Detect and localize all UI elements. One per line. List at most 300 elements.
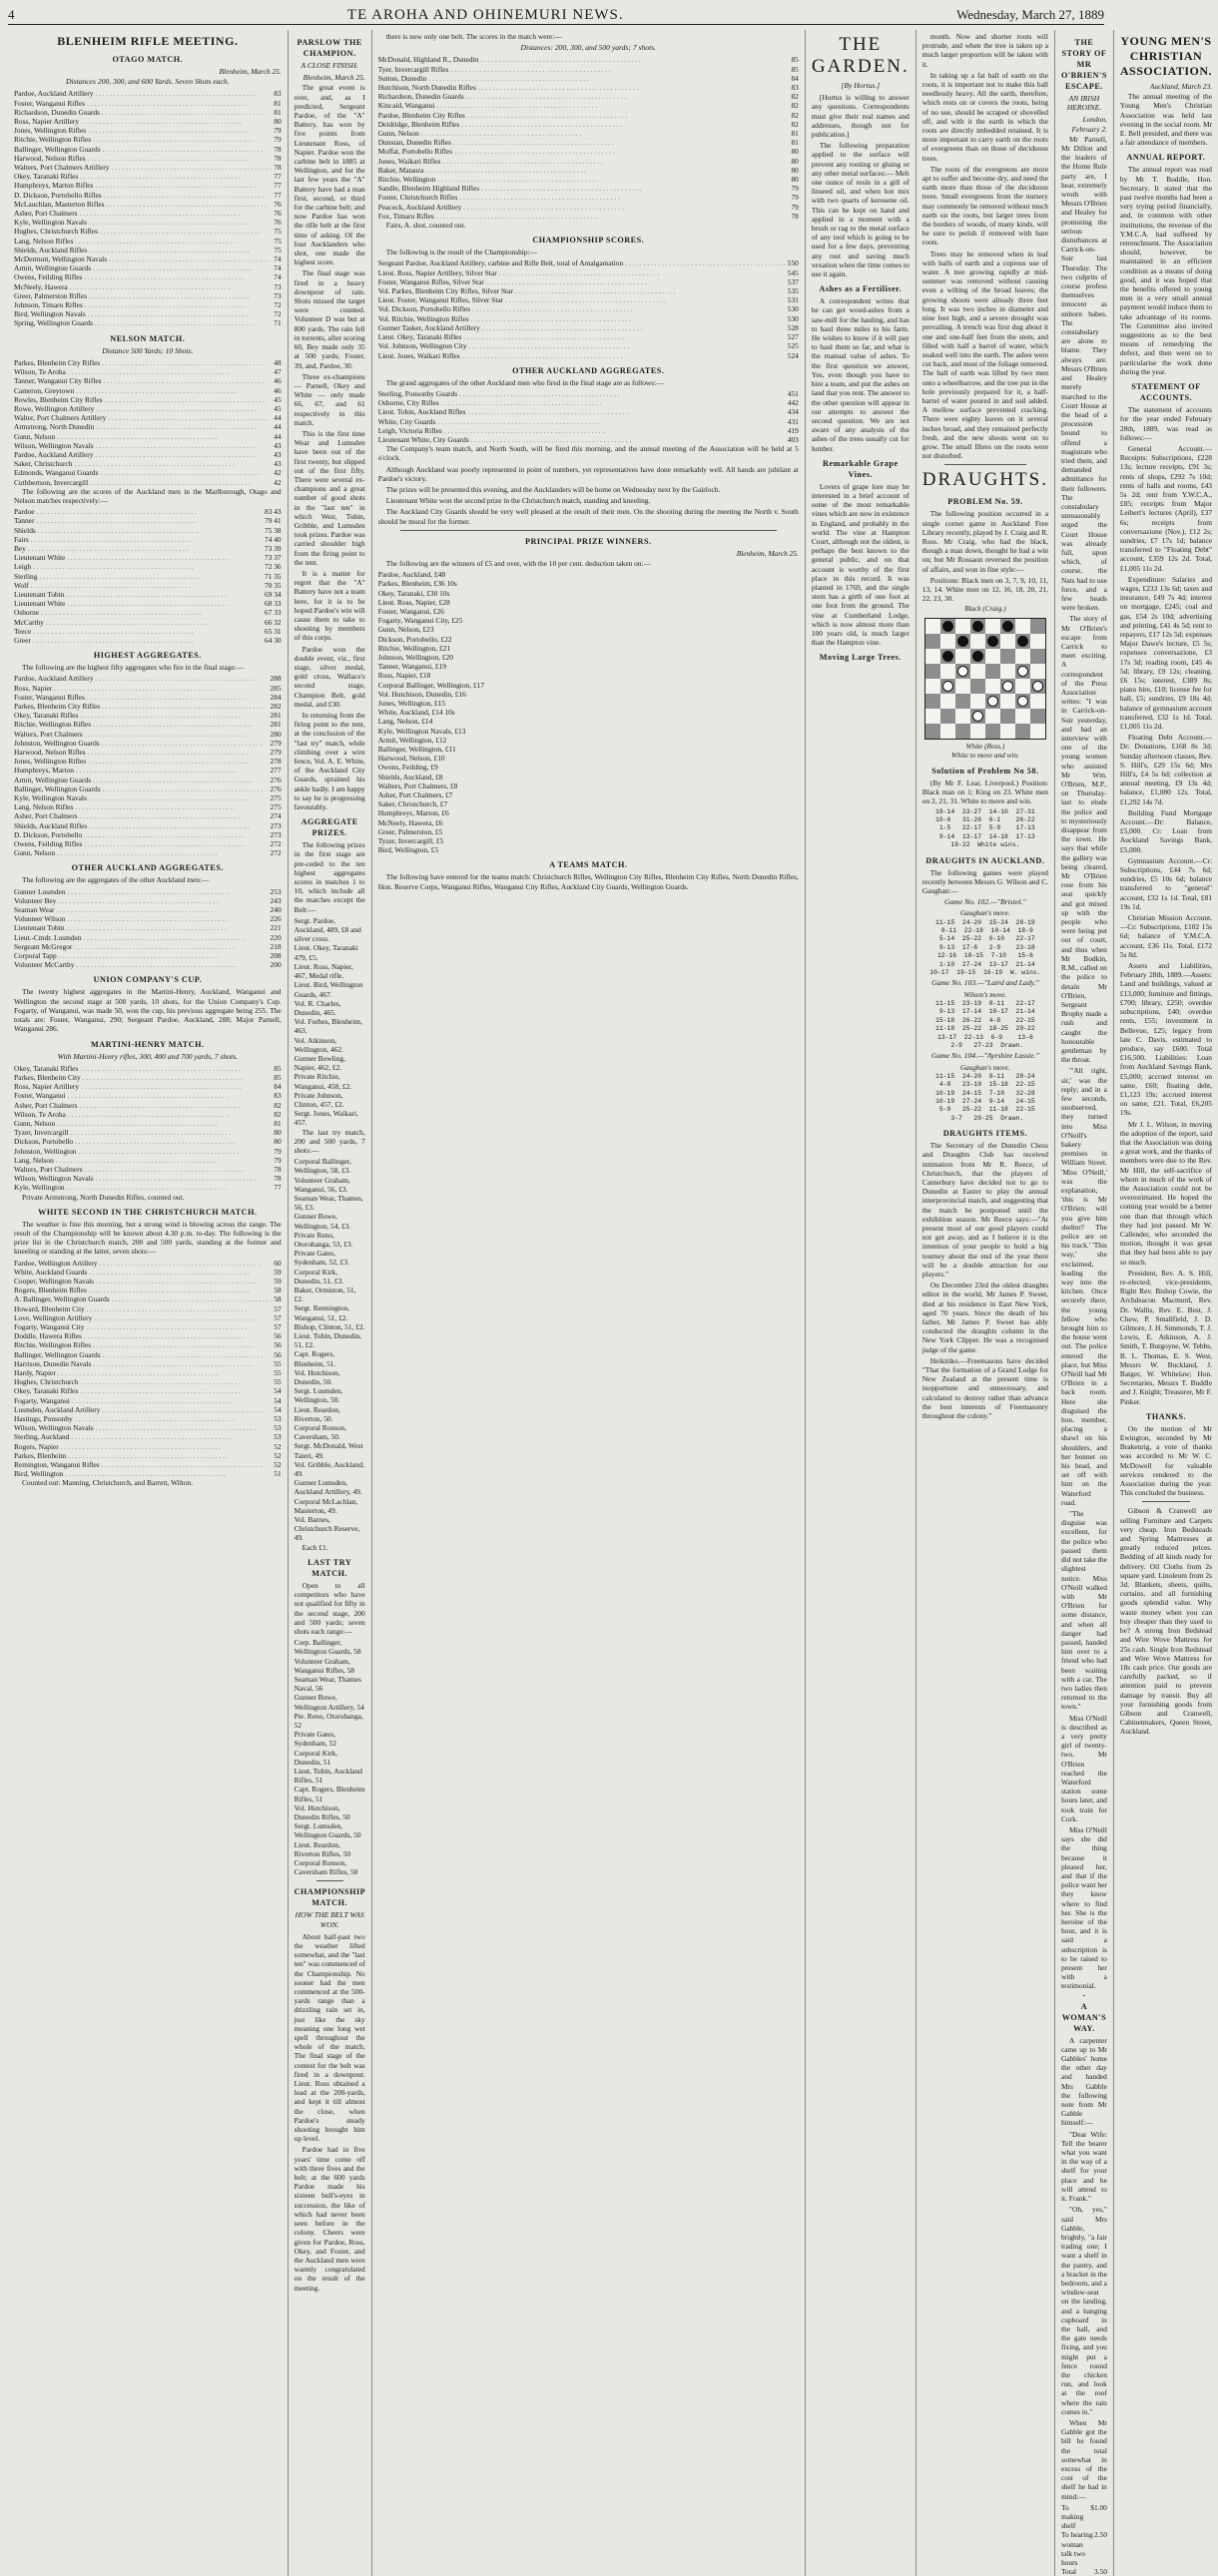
score-value: 530: [787, 313, 799, 323]
score-name: Lieutenant White, City Guards . . .: [378, 435, 786, 444]
next-distances: Distances: 200, 300, and 500 yards; 7 shots.: [520, 43, 657, 53]
score-name: Vol. Dickson, Portobello Rifles . . .: [378, 304, 786, 313]
score-name: Hughes, Christchurch Rifles . . .: [14, 227, 272, 236]
score-name: White, Auckland Guards . . .: [14, 1268, 272, 1277]
score-value: 55: [274, 1358, 282, 1368]
score-name: Hutchison, North Dunedin Rifles . . .: [378, 83, 790, 92]
score-value: 55: [274, 1368, 282, 1377]
board-square: [1030, 694, 1045, 709]
score-name: Sutton, Dunedin . . .: [378, 74, 790, 83]
list-line: White, Auckland, £14 10s: [377, 708, 455, 718]
score-value: 531: [787, 295, 799, 305]
board-square: [925, 694, 940, 709]
score-name: Ross, Napier Artillery . . .: [14, 1082, 272, 1091]
score-name: Foster, Wanganui Rifles . . .: [14, 693, 269, 702]
board-square: [1015, 709, 1030, 724]
score-value: 208: [270, 951, 282, 961]
score-row: [14, 942, 282, 951]
list-line: Private Johnson, Clinton, 457, £2.: [294, 1090, 344, 1109]
score-row: [14, 923, 282, 932]
paragraph: Pardoe had in five years' time come off with three fives and the belt; at the 600 yards Pardoe made his sixteen bull's-eyes in succession, the like of which had never been seen before in the colony. Cheers were given for Pardoe, Ross, Okey, and Foster, and the Auckland men were warmly congratulated on the result of the meeting.: [294, 2145, 365, 2293]
score-row: [14, 702, 282, 711]
board-square: [1000, 664, 1015, 679]
score-row: [14, 1386, 282, 1395]
score-name: Vol. Parkes, Blenheim City Rifles, Silver Star . . .: [378, 286, 786, 295]
score-name: Gunner Lusmden . . .: [14, 887, 269, 896]
score-name: Ballinger, Wellington Guards . . .: [14, 145, 272, 154]
column-5: [916, 30, 1055, 2576]
list-line: Vol. Hutchison, Dunedin, 50.: [294, 1367, 340, 1387]
paragraph: It is a matter for regret that the "A" Battery have not a team here, for it is to be hoped Pardoe's win will cause them to take to shooting by members of this corps.: [294, 568, 365, 643]
score-value: 58: [274, 1286, 282, 1295]
list-line: Foster, Wanganui, £26: [377, 606, 445, 616]
list-line: Sergt. Lusmden, Wellington, 50.: [294, 1386, 343, 1405]
column-3: [372, 30, 806, 2576]
score-value: 78: [791, 211, 799, 221]
paragraph: In taking up a fat ball of earth on the roots, it is important not to make this ball needlessly heavy. All the earth, therefore, which rests on or covers the roots, being of no use, should be scraped or shovelled off, and with it the earth in which the roots are directly imbedded retained. It is more important to carry earth on the roots of evergreens than on those of deciduous trees.: [921, 70, 1048, 163]
score-row: [378, 407, 799, 416]
score-name: Lieut. Foster, Wanganui Rifles, Silver Star . . .: [378, 295, 786, 304]
list-line: Corporal Kirk, Dunedin, 51, £3.: [294, 1267, 344, 1286]
score-value: 82: [791, 110, 799, 120]
score-name: Fogarty, Wanganui City . . .: [14, 1322, 272, 1331]
next-intro: there is now only one belt. The scores in the match were:—: [385, 32, 562, 41]
score-value: 82: [274, 1100, 282, 1110]
martini-intro: With Martini-Henry rifles, 300, 400 and 700 yards, 7 shots.: [57, 1051, 239, 1061]
board-square: [970, 619, 985, 634]
score-row: [378, 212, 799, 221]
score-name: Leigh . . .: [14, 562, 263, 571]
board-square: [970, 679, 985, 694]
score-row: [14, 89, 282, 98]
list-line: Corp. Ballinger, Wellington Guards, 58: [294, 1638, 361, 1657]
board-square: [1015, 619, 1030, 634]
score-row: [14, 358, 282, 367]
score-name: Gunn, Nelson . . .: [14, 1119, 272, 1128]
highest-heading: HIGHEST AGGREGATES.: [93, 651, 202, 661]
score-value: 43: [274, 459, 282, 469]
score-value: 79: [791, 202, 799, 212]
score-name: Parkes, Blenheim . . .: [14, 1451, 272, 1460]
score-row: [14, 1286, 282, 1294]
score-name: Sergeant Pardoe, Auckland Artillery, carbine and Rifle Belt, total of Amalgamation . . .: [378, 258, 786, 267]
score-name: A. Ballinger, Wellington Guards . . .: [14, 1294, 272, 1303]
score-row: [378, 83, 799, 92]
list-line: Sergt. Pardoe, Auckland, 489, £8 and silver cross.: [294, 915, 361, 944]
aggregate-list: [295, 916, 365, 1128]
score-value: 58: [274, 1294, 282, 1304]
solution-text: (By Mr F. Lear, Liverpool.) Position: Black man on 1; King on 23. White men on 2, 21, 31. White to move and win.: [921, 777, 1048, 806]
score-row: [14, 291, 282, 300]
score-name: Lang, Nelson . . .: [14, 1156, 272, 1165]
score-value: 218: [270, 941, 282, 951]
principal-list: [378, 570, 799, 854]
score-value: 442: [787, 398, 799, 408]
score-name: Foster, Wanganui Rifles . . .: [14, 99, 272, 108]
score-name: Foster, Christchurch Rifles . . .: [378, 193, 790, 202]
score-value: 282: [270, 702, 282, 711]
score-value: 81: [274, 1118, 282, 1128]
score-name: Ritchie, Wellington Rifles . . .: [14, 1340, 272, 1349]
score-name: Lang, Nelson Rifles . . .: [14, 802, 269, 811]
score-row: [14, 1277, 282, 1286]
score-name: Richardson, Dunedin Guards . . .: [14, 108, 272, 117]
score-row: [14, 1101, 282, 1110]
score-row: [14, 848, 282, 857]
game2-moves: 11-15 23-19 8-11 22-17 9-13 17-14 10-17 21-14 15-18 26-22 4-8 22-15 11-18 25-22 18-25 29-22 13-17 22-13 6-9 13-6 2-9 27-23 Drawn.: [935, 999, 1035, 1049]
garden-intro: The following preparation applied to the surface will prevent any rooting or gluing or any other metal surfaces:— Melt one ounce of resin in a gill of linseed oil, and when hot mix with two quarts of kerosene oil. This can be kept on hand and applied in a moment with a brush or rag to the metal surface of any tool which is going to be used for a few days, preventing any rust and saving much vexation when the time comes to use it again.: [811, 141, 910, 279]
board-label-bottom: White (Ross.): [965, 742, 1005, 751]
problem-positions: Positions: Black men on 3, 7, 9, 10, 11, 13, 14. White men on 12, 16, 18, 20, 21, 22, 23, 30.: [921, 575, 1048, 604]
game3-moves: 11-15 24-20 8-11 28-24 4-8 23-19 15-18 22-15 10-19 24-15 7-10 32-28 10-19 27-24 9-14 24-15 5-9 25-22 11-18 22-15 3-7 29-25 Drawn.: [935, 1072, 1035, 1122]
score-row: [378, 258, 799, 267]
score-name: Okey, Taranaki Rifles . . .: [14, 172, 272, 181]
score-name: Jones, Wellington Rifles . . .: [14, 126, 272, 135]
principal-dateline: Blenheim, March 25.: [736, 548, 799, 558]
other-agg-intro: The following are the aggregates of the other Auckland men:—: [22, 875, 210, 885]
score-name: Cameron, Greytown . . .: [14, 386, 272, 395]
paragraph: "The disguise was excellent, for the police who passed them did not take the slightest notice. Miss O'Neill walked with Mr O'Brien for some distance, and when all danger had passed, handed him over to a friend who had been waiting with a car. The two ladies then returned to the town.": [1060, 1509, 1107, 1712]
score-row: [14, 1147, 282, 1156]
board-square: [955, 619, 970, 634]
score-value: 537: [787, 276, 799, 286]
list-line: Private Reno, Otorohanga, 53, £3.: [294, 1230, 353, 1249]
score-name: Lieut. Jones, Waikari Rifles . . .: [378, 351, 786, 360]
score-row: [14, 951, 282, 960]
aggregate-heading: AGGREGATE PRIZES.: [301, 817, 358, 838]
score-name: Gunner Tasker, Auckland Artillery . . .: [378, 323, 786, 332]
score-name: Greer . . .: [14, 636, 263, 645]
list-line: Humphreys, Marton, £6: [377, 808, 449, 818]
score-name: Wilson, Wellington Navals . . .: [14, 1174, 272, 1183]
score-name: Baker, Mataura . . .: [378, 166, 790, 175]
score-row: [14, 376, 282, 385]
list-line: Lieut. Ross, Napier, £28: [377, 597, 450, 607]
list-line: Lieut. Okey, Taranaki 479, £5.: [294, 943, 358, 962]
paragraph: General Account.—Receipts: Subscriptions, £228 13s; lecture receipts, £91 3s; rents of shops, £292 7s 10d; rents of halls and rooms, £43 5s 2d; rent from Y.W.C.A., £85; receipts from Major Leibert's lectures (April), £37 6s; receipts from conversazione (Nov.), £12 2s; sundries, £7 17s 1d; balance transferred to "Floating Debt" account, £359 12s 2d. Total, £1,005 11s 2d.: [1119, 443, 1213, 573]
score-row: [14, 544, 282, 553]
game1-sub: Gaughan's move.: [959, 909, 1010, 918]
score-name: Lieut. Okey, Taranaki Rifles . . .: [378, 332, 786, 341]
board-square: [925, 709, 940, 724]
score-row: [14, 209, 282, 218]
score-row: [14, 914, 282, 923]
score-name: Doddle, Hawera Rifles . . .: [14, 1331, 272, 1340]
championship-heading: CHAMPIONSHIP MATCH.: [294, 1887, 366, 1908]
game3-sub: Gaughan's move.: [959, 1063, 1010, 1072]
game1-moves: 11-15 24-20 15-24 28-19 8-11 22-18 10-14 18-9 5-14 25-22 6-10 22-17 9-13 17-6 2-9 23-18 12-16 18-15 7-10 15-6 1-10 27-24 13-17 21-14 10-17 19-15 16-19 W. wins.: [929, 918, 1041, 977]
team-scores: [14, 507, 282, 645]
score-row: [14, 1128, 282, 1137]
score-row: [378, 157, 799, 166]
score-row: [378, 129, 799, 138]
score-row: [14, 227, 282, 236]
score-value: 81: [274, 98, 282, 108]
score-value: 527: [787, 332, 799, 342]
score-row: [378, 286, 799, 295]
score-value: 277: [270, 766, 282, 775]
score-name: Johnson, Timaru Rifles . . .: [14, 300, 272, 309]
board-square: [940, 634, 955, 649]
score-row: [14, 108, 282, 117]
score-value: 57: [274, 1321, 282, 1331]
score-name: Tyzer, Invercargill . . .: [14, 1128, 272, 1137]
score-value: 78: [274, 153, 282, 163]
score-row: [14, 933, 282, 942]
highest-list: [14, 674, 282, 857]
score-name: Volunteer McCarthy . . .: [14, 960, 269, 969]
score-row: [378, 304, 799, 313]
score-value: 80: [274, 1137, 282, 1147]
score-value: 272: [270, 839, 282, 849]
list-line: Vol. Atkinson, Wellington, 462.: [294, 1035, 343, 1054]
list-line: Sergt. Rennington, Wanganui, 51, £2.: [294, 1303, 350, 1322]
score-value: 52: [274, 1460, 282, 1470]
paragraph: Three ex-champions — Parnell, Okey and White — only made 66, 67, and 61 respectively in this match.: [294, 371, 365, 427]
score-name: Foster, Wanganui . . .: [14, 1091, 272, 1100]
score-name: Pardoe, Auckland Artillery . . .: [14, 450, 272, 459]
section-divider: [1142, 1501, 1190, 1502]
score-row: [14, 960, 282, 969]
score-value: 47: [274, 367, 282, 377]
bill-item: Total: [1060, 2567, 1077, 2576]
list-line: Corporal McLachlan, Masterton, 49.: [294, 1496, 358, 1515]
score-row: [378, 147, 799, 156]
column-7: [1114, 30, 1218, 2576]
garden2-intro: month. Now and shorter roots will protrude, and when the tree is taken up a much larger proportion will be taken with it.: [921, 32, 1048, 69]
score-row: [14, 282, 282, 291]
list-line: Ritchie, Wellington, £21: [377, 643, 451, 653]
union-heading: UNION COMPANY'S CUP.: [93, 975, 203, 985]
list-line: Gunn, Nelson, £23: [377, 625, 434, 635]
paragraph: The Secretary of the Dunedin Chess and Draughts Club has received intimation from Mr R. Reece, of Christchurch, that the players of Canterbury have decided not to go to Dunedin at Easter to play the annual interprovincial match, and suggesting that the match be postponed until the exhibition season. Mr Reece says:—"At present most of our good players could not get away, and as I believe it is the intention of your people to hold a big tourney about the end of the year there will be a double attraction for our players.": [921, 1141, 1048, 1280]
champ-heading: CHAMPIONSHIP SCORES.: [532, 236, 645, 246]
team-heading: A TEAMS MATCH.: [549, 860, 628, 870]
list-line: Armit, Wellington, £12: [377, 735, 447, 745]
black-piece-icon: [972, 621, 983, 632]
score-name: Sandle, Blenheim Highland Rifles . . .: [378, 184, 790, 193]
score-row: [14, 145, 282, 154]
garden-headline: THE GARDEN.: [811, 34, 910, 77]
score-value: 79 41: [265, 516, 282, 526]
score-name: Saker, Christchurch . . .: [14, 459, 272, 468]
score-name: Lieut. Tobin, Auckland Rifles . . .: [378, 407, 786, 416]
list-line: Vol. Forbes, Blenheim, 463.: [294, 1017, 362, 1036]
score-row: [14, 459, 282, 468]
score-row: [14, 802, 282, 811]
score-value: 45: [274, 403, 282, 413]
other-agg-heading: OTHER AUCKLAND AGGREGATES.: [71, 863, 224, 873]
score-name: Walters, Port Chalmers . . .: [14, 1165, 272, 1174]
thanks-heading: THANKS.: [1145, 1411, 1187, 1421]
paragraph: The story of Mr O'Brien's escape from Carrick to meet exciting. A correspondent of the Press Association writes: "I was in Carrick-on-Suir yesterday, and had an interview with one of the young women who assisted Mr Wm. O'Brien, M.P., on Thursday-last to elude the police and to mysteriously disappear from the town. He says that while the gallery was being cleared, Mr O'Brien rose from his seat quickly and got mixed up with the people who were being put out of court, and thus when Mr Bodkin, R.M., called on the police to detain Mr O'Brien, Sergeant Brophy made a rush and caught the honourable gentleman by the throat.: [1060, 614, 1107, 1065]
score-name: Wilson, Wellington Navals . . .: [14, 1423, 272, 1432]
score-name: Kyle, Wellington Navals . . .: [14, 218, 272, 227]
other-agg-list: [14, 887, 282, 970]
score-value: 52: [274, 1441, 282, 1451]
list-line: Lieut. Ross, Napier, 467, Medal rifle.: [294, 961, 353, 981]
list-line: Johnson, Wellington, £20: [377, 652, 453, 662]
score-row: [14, 581, 282, 590]
score-value: 83 43: [265, 507, 282, 517]
score-row: [14, 1137, 282, 1146]
board-square: [940, 664, 955, 679]
score-name: Jones, Wellington Rifles . . .: [14, 757, 269, 766]
score-value: 75 38: [265, 525, 282, 535]
board-square: [970, 724, 985, 739]
paragraph: This is the first time Wear and Lumsden have been out of the first twenty, but slipped out of the first fifty. There were several ex-champions and a great number of good shots in the "last ten" in which Weir, Tobin, Gribble, and Lumsden took prizes. Pardoe was carried shoulder high from the firing point to the tent.: [294, 428, 365, 567]
score-name: Parkes, Blenheim City . . .: [14, 1073, 272, 1082]
score-value: 403: [787, 434, 799, 444]
score-value: 48: [274, 357, 282, 367]
score-value: 550: [787, 258, 799, 268]
score-value: 45: [274, 394, 282, 404]
list-line: Gunner Bowe, Wellington Artillery, 54: [294, 1693, 364, 1712]
furniture-advert: Gibson & Cranwell are selling Furniture and Carpets very cheap. Iron Bedsteads and Spring Mattresses at greatly reduced prices. Bedding of all kinds ready for delivery. Oil Cloths from 2s square yard. Linoleum from 2s 3d. Blankets, sheets, quilts, curtains, and all furnishing goods splendid value. Why waste money when you can buy cheaper than they used to be? A strong Iron Bedstead and Wire Wove Mattress for 25s cash. Single Iron Bedstead and Wire Wove Mattress for 18s cash price. Our goods are carefully packed, so if attention paid to prevent damage by transit. Buy all your furnishing goods from Gibson and Cranwell, Cabinetmakers, Queen Street, Auckland.: [1119, 1506, 1213, 1737]
board-square: [955, 634, 970, 649]
score-row: [14, 720, 282, 729]
paragraph: Miss O'Neill is described as a very pretty girl of twenty-two. Mr O'Brien reached the Waterford station some hours later, and took train for Cork.: [1060, 1713, 1107, 1823]
score-row: [14, 237, 282, 246]
paragraph: About half-past two the weather lifted somewhat, and the "last ten" was commenced of the Championship. No sooner had the men commenced at the 500-yards range than a drizzling rain set in, just like the sky meaning one long wet spell throughout the whole of the match. The final stage of the contest for the belt was fired in a downpour. Lieut. Ross obtained a lead at the 200-yards, and kept it till almost the close, when Pardoe's steady shooting brought him up level.: [294, 1931, 365, 2144]
paragraph: Although Auckland was poorly represented in point of numbers, yet representatives have done remarkably well. All hands are jubilant at Pardoe's victory.: [377, 464, 799, 483]
board-square: [940, 724, 955, 739]
score-row: [378, 268, 799, 277]
list-line: Jones, Wellington, £15: [377, 699, 446, 708]
score-row: [378, 111, 799, 120]
score-row: [14, 793, 282, 802]
list-line: Vol. Barnes, Christchurch Reserve, 49.: [294, 1515, 360, 1543]
score-row: [14, 99, 282, 108]
white-piece-icon: [1002, 681, 1013, 692]
score-row: [378, 389, 799, 398]
principal-intro: The following are the winners of £5 and over, with the 10 per cent. deduction taken on:—: [385, 558, 651, 568]
score-row: [14, 468, 282, 477]
board-square: [955, 679, 970, 694]
score-row: [14, 766, 282, 774]
list-line: Lieut. Tobin, Auckland Rifles, 51: [294, 1766, 362, 1786]
bill-amount: 3.50: [1093, 2567, 1107, 2576]
score-value: 74 40: [265, 534, 282, 544]
board-square: [940, 694, 955, 709]
score-value: 72: [274, 309, 282, 319]
score-row: [378, 417, 799, 426]
list-line: Fogarty, Wanganui City, £25: [377, 616, 463, 626]
score-row: [14, 535, 282, 544]
score-value: 73 37: [265, 553, 282, 563]
score-value: 76: [274, 209, 282, 219]
score-name: Pardoe, Auckland Artillery . . .: [14, 89, 272, 98]
list-line: Seaman Wear, Thames, 56, £3.: [294, 1193, 363, 1213]
score-value: 78: [274, 1164, 282, 1174]
white-piece-icon: [1017, 696, 1028, 707]
score-row: [14, 135, 282, 144]
champ-intro: The following is the result of the Championship:—: [385, 248, 537, 258]
score-row: [14, 1359, 282, 1368]
board-square: [970, 634, 985, 649]
score-value: 545: [787, 267, 799, 277]
solution-heading: Solution of Problem No 58.: [931, 766, 1039, 775]
score-value: 81: [791, 129, 799, 139]
woman-heading: A WOMAN'S WAY.: [1061, 2001, 1107, 2033]
board-square: [1000, 679, 1015, 694]
score-value: 52: [274, 1450, 282, 1460]
score-value: 81: [791, 138, 799, 148]
score-name: Moffat, Portobello Rifles . . .: [378, 147, 790, 156]
board-square: [970, 664, 985, 679]
list-line: Pardoe, Auckland, £48: [377, 570, 446, 580]
score-value: 80: [274, 1128, 282, 1138]
board-square: [1000, 694, 1015, 709]
score-name: Kyle, Wellington . . .: [14, 1183, 272, 1192]
score-row: [14, 181, 282, 190]
score-name: Edmonds, Wanganui Guards . . .: [14, 468, 272, 477]
score-name: Humphreys, Marton . . .: [14, 766, 269, 774]
draughts-items-text: [922, 1141, 1048, 1354]
report-text: The annual report was read by Mr T. Buddle, Hon. Secretary. It stated that the past twelve months had been a very trying period financially, and, in common with other institutions, the revenue of the Y.M.C.A. had suffered by retrenchment. The Association should, however, be maintained in an efficient condition as a means of doing good, and it was hoped that the benefits offered to young men in a very small annual payment would induce them to take advantage of its rooms. The Committee also invited suggestions as to the best means of remedying the defect, and then went on to particularise the work done during the year.: [1119, 165, 1213, 376]
score-name: McNeely, Hawera . . .: [14, 282, 272, 291]
score-value: 77: [274, 190, 282, 200]
score-name: Hughes, Christchurch . . .: [14, 1377, 272, 1386]
list-line: Corporal Ronson, Caversham, 50.: [294, 1423, 347, 1442]
score-name: McCarthy . . .: [14, 618, 263, 627]
board-square: [985, 619, 1000, 634]
score-row: [378, 323, 799, 332]
score-value: 59: [274, 1276, 282, 1286]
parslow-dateline: Blenheim, March 25.: [303, 73, 365, 83]
score-value: 71: [274, 318, 282, 328]
board-square: [985, 664, 1000, 679]
score-row: [14, 450, 282, 459]
other-auckland-heading: OTHER AUCKLAND AGGREGATES.: [512, 365, 665, 375]
score-row: [14, 1423, 282, 1432]
board-square: [1015, 694, 1030, 709]
score-name: Asher, Port Chalmers . . .: [14, 209, 272, 218]
paragraph: Mr Parnell, Mr Dillon and the leaders of the Home Rule party are, I hear, extremely wroth with Messrs O'Brien and Healey for promoting the serious disturbances at Carrick-on-Suir last Thursday. The two culprits of course profess themselves innocent as unborn babes. The constabulary are alone to blame. They always are. Messrs O'Brien and Healey merely marched to the Court House at the head of a procession bound to offend a magistrate who tried them, and demanded admittance for their followers. The constabulary unreasonably urged the Court House was already full, upon which, of course, the Nats had to use force, and a few heads were broken.: [1060, 134, 1107, 613]
score-name: Spring, Wellington Guards . . .: [14, 318, 272, 327]
score-name: Lusmden, Auckland Artillery . . .: [14, 1405, 272, 1414]
score-value: 85: [274, 1072, 282, 1082]
score-row: [14, 126, 282, 135]
score-row: [14, 272, 282, 281]
section-divider: [316, 1880, 343, 1881]
score-row: [14, 811, 282, 820]
board-square: [985, 724, 1000, 739]
board-square: [970, 694, 985, 709]
championship-sub: HOW THE BELT WAS WON.: [295, 1910, 364, 1929]
score-value: 285: [270, 683, 282, 693]
list-line: Greer, Palmerston, £5: [377, 826, 443, 836]
score-name: Lieutenant White . . .: [14, 553, 263, 562]
list-line: Private Ritchie, Wanganui, 458, £2.: [294, 1072, 352, 1091]
score-value: 431: [787, 416, 799, 426]
score-value: 74: [274, 263, 282, 273]
white-piece-icon: [972, 711, 983, 722]
score-row: [14, 386, 282, 395]
score-row: [14, 1414, 282, 1423]
score-value: 80: [791, 175, 799, 185]
martini-note: Private Armstrong, North Dunedin Rifles, counted out.: [22, 1192, 185, 1202]
score-row: [378, 314, 799, 323]
board-square: [940, 649, 955, 664]
column-4: [806, 30, 916, 2576]
score-name: Wilson, Te Aroha . . .: [14, 1110, 272, 1119]
score-name: Shields, Auckland Rifles . . .: [14, 246, 272, 255]
list-line: Seaman Wear, Thames Naval, 56: [294, 1674, 361, 1694]
score-value: 85: [274, 1063, 282, 1073]
score-row: [14, 1350, 282, 1359]
blenheim-headline: BLENHEIM RIFLE MEETING.: [57, 34, 239, 48]
